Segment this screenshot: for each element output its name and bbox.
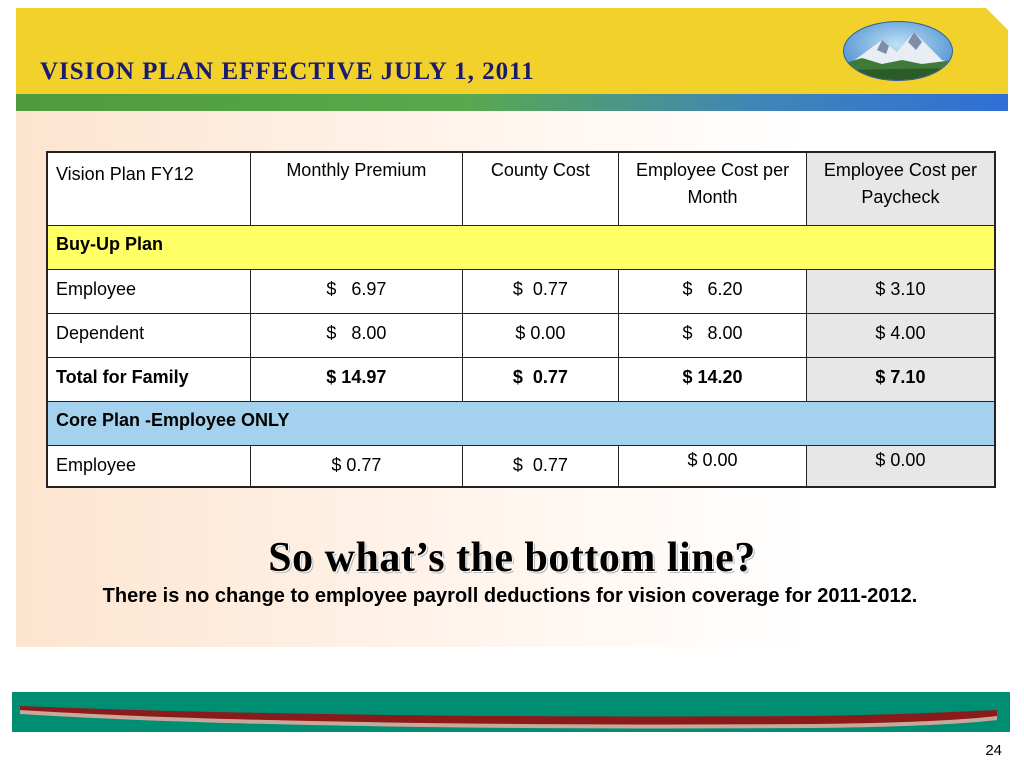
county-cost-cell: $ 0.00	[462, 313, 619, 357]
table-row-total	[47, 357, 995, 401]
vision-plan-table	[46, 151, 996, 488]
section-label: Buy-Up Plan	[47, 225, 995, 269]
page-number: 24	[985, 742, 1002, 759]
mountain-landscape-icon	[842, 20, 954, 82]
header-cell: Monthly Premium	[251, 152, 462, 225]
premium-cell: $ 6.97	[251, 269, 462, 313]
row-label: Employee	[47, 269, 251, 313]
row-label: Dependent	[47, 313, 251, 357]
header-cell: Employee Cost per Paycheck	[806, 152, 995, 225]
header-cell: Vision Plan FY12	[47, 152, 251, 225]
bottom-line-heading: So what’s the bottom line?	[268, 535, 756, 581]
section-row-buy-up	[47, 225, 995, 269]
slide-title: VISION PLAN EFFECTIVE JULY 1, 2011	[40, 58, 535, 85]
table-row	[47, 445, 995, 487]
county-cost-cell: $ 0.77	[462, 445, 619, 487]
employee-month-cell: $ 14.20	[619, 357, 807, 401]
row-label: Total for Family	[47, 357, 251, 401]
employee-month-cell: $ 6.20	[619, 269, 807, 313]
premium-cell: $ 14.97	[251, 357, 462, 401]
bottom-line-text: There is no change to employee payroll deductions for vision coverage for 2011-2012.	[102, 585, 918, 607]
section-row-core	[47, 401, 995, 445]
employee-paycheck-cell: $ 0.00	[806, 445, 995, 487]
row-label: Employee	[47, 445, 251, 487]
county-cost-cell: $ 0.77	[462, 269, 619, 313]
employee-paycheck-cell: $ 7.10	[806, 357, 995, 401]
section-label: Core Plan -Employee ONLY	[47, 401, 995, 445]
county-cost-cell: $ 0.77	[462, 357, 619, 401]
premium-cell: $ 8.00	[251, 313, 462, 357]
header-cell: Employee Cost per Month	[619, 152, 807, 225]
table-row	[47, 269, 995, 313]
employee-month-cell: $ 0.00	[619, 445, 807, 487]
table-header-row	[47, 152, 995, 225]
employee-paycheck-cell: $ 3.10	[806, 269, 995, 313]
table-row	[47, 313, 995, 357]
employee-paycheck-cell: $ 4.00	[806, 313, 995, 357]
premium-cell: $ 0.77	[251, 445, 462, 487]
footer-band	[12, 692, 1010, 732]
header-cell: County Cost	[462, 152, 619, 225]
employee-month-cell: $ 8.00	[619, 313, 807, 357]
